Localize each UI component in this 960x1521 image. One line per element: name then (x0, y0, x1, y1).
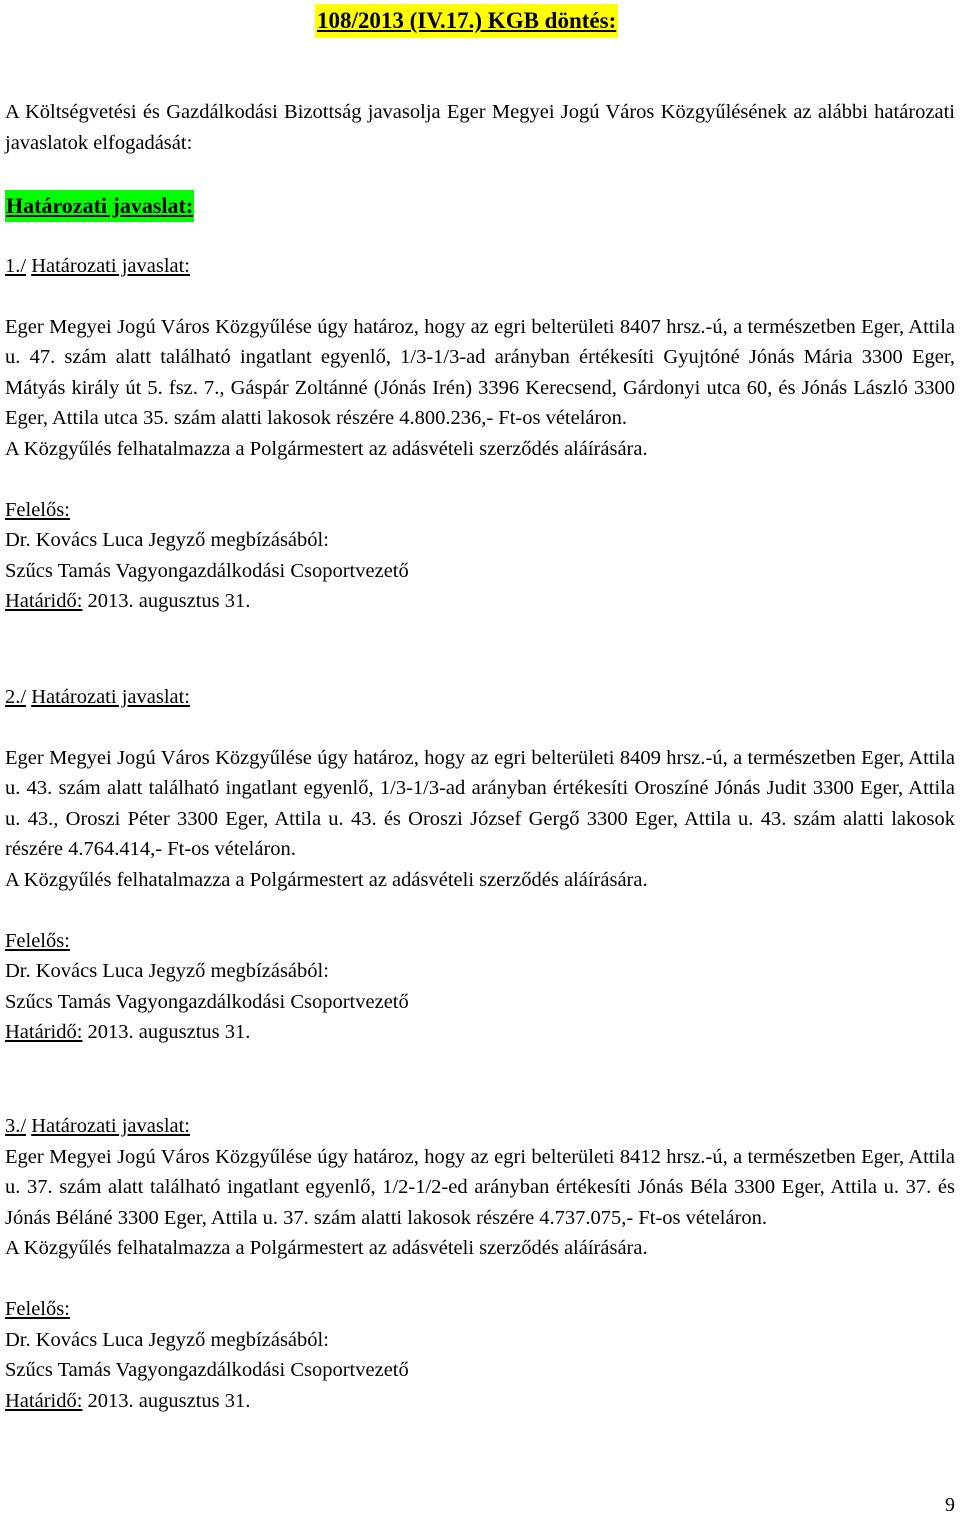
proposal-heading (5, 682, 955, 713)
deadline (5, 1017, 955, 1048)
deadline-label: Határidő: (5, 1021, 83, 1044)
deadline-value: 2013. augusztus 31. (82, 590, 251, 613)
proposal-title: Határozati javaslat: (31, 1115, 190, 1137)
responsible-person: Dr. Kovács Luca Jegyző megbízásából: (5, 529, 329, 552)
deadline-label: Határidő: (5, 1389, 83, 1412)
responsible-label: Felelős: (5, 498, 70, 521)
proposal-number: 2./ (5, 686, 27, 708)
responsible-label: Felelős: (5, 1297, 70, 1320)
proposal-text: Eger Megyei Jogú Város Közgyűlése úgy határoz, hogy az egri belterületi 8407 hrsz.-ú, a természetben Eger, Attila u. 47. szám alatt található ingatlant egyenlő, 1/3-1/3-ad arányban értékesíti Gyujtóné Jónás Mária 3300 Eger, Mátyás király út 5. fsz. 7., Gáspár Zoltánné (Jónás Irén) 3396 Kerecsend, Gárdonyi utca 60, és Jónás László 3300 Eger, Attila utca 35. szám alatti lakosok részére 4.800.236,- Ft-os vételáron. (5, 315, 955, 430)
deadline-label: Határidő: (5, 590, 83, 613)
page-number: 9 (945, 1494, 955, 1516)
responsible-role: Szűcs Tamás Vagyongazdálkodási Csoportvezető (5, 1359, 409, 1382)
deadline (5, 1386, 955, 1417)
deadline-value: 2013. augusztus 31. (82, 1389, 251, 1412)
proposal-number: 3./ (5, 1115, 27, 1137)
proposal-text: Eger Megyei Jogú Város Közgyűlése úgy határoz, hogy az egri belterületi 8409 hrsz.-ú, a természetben Eger, Attila u. 43. szám alatt található ingatlant egyenlő, 1/3-1/3-ad arányban értékesíti Oroszíné Jónás Judit 3300 Eger, Attila u. 43., Oroszi Péter 3300 Eger, Attila u. 43. és Oroszi József Gergő 3300 Eger, Attila u. 43. szám alatti lakosok részére 4.764.414,- Ft-os vételáron. (5, 746, 955, 861)
responsible-role: Szűcs Tamás Vagyongazdálkodási Csoportvezető (5, 990, 409, 1013)
proposal-title: Határozati javaslat: (31, 686, 190, 708)
proposal-number: 1./ (5, 255, 27, 277)
responsible-role: Szűcs Tamás Vagyongazdálkodási Csoportvezető (5, 559, 409, 582)
proposal-text: Eger Megyei Jogú Város Közgyűlése úgy határoz, hogy az egri belterületi 8412 hrsz.-ú, a természetben Eger, Attila u. 37. szám alatt található ingatlant egyenlő, 1/2-1/2-ed arányban értékesíti Jónás Béla 3300 Eger, Attila u. 37. és Jónás Béláné 3300 Eger, Attila u. 37. szám alatti lakosok részére 4.737.075,- Ft-os vételáron. (5, 1145, 955, 1229)
proposal-2 (5, 682, 955, 1048)
authorization-text: A Közgyűlés felhatalmazza a Polgármestert az adásvételi szerződés aláírására. (5, 868, 648, 891)
deadline (5, 586, 955, 617)
proposal-1 (5, 251, 955, 617)
responsible-label: Felelős: (5, 929, 70, 952)
responsible-person: Dr. Kovács Luca Jegyző megbízásából: (5, 960, 329, 983)
intro-paragraph: A Költségvetési és Gazdálkodási Bizottság javasolja Eger Megyei Jogú Város Közgyűlésének az alábbi határozati javaslatok elfogadását: (5, 101, 955, 154)
proposal-heading (5, 1111, 955, 1142)
authorization-text: A Közgyűlés felhatalmazza a Polgármestert az adásvételi szerződés aláírására. (5, 1237, 648, 1260)
decision-heading: 108/2013 (IV.17.) KGB döntés: (315, 4, 618, 38)
section-title: Határozati javaslat: (5, 190, 194, 222)
responsible-person: Dr. Kovács Luca Jegyző megbízásából: (5, 1328, 329, 1351)
proposal-heading (5, 251, 955, 282)
authorization-text: A Közgyűlés felhatalmazza a Polgármestert az adásvételi szerződés aláírására. (5, 437, 648, 460)
proposal-title: Határozati javaslat: (31, 255, 190, 277)
deadline-value: 2013. augusztus 31. (82, 1021, 251, 1044)
proposal-3 (5, 1111, 955, 1416)
